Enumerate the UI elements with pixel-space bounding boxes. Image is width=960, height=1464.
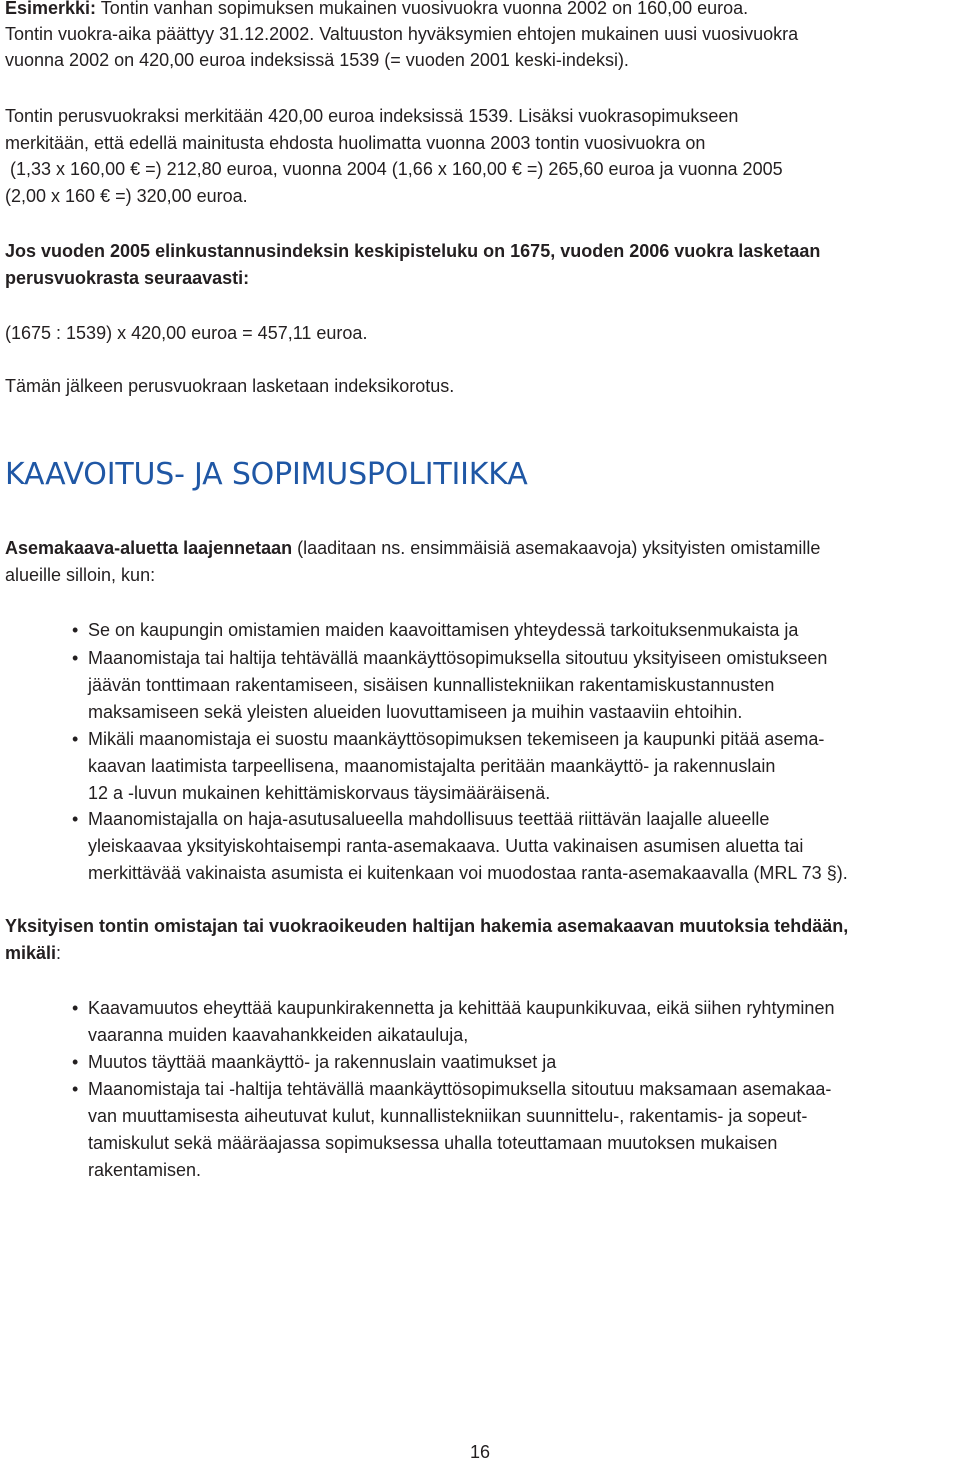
after-formula-line: Tämän jälkeen perusvuokraan lasketaan indeksikorotus.	[5, 376, 455, 396]
paragraph-line: (1,33 x 160,00 € =) 212,80 euroa, vuonna 2004 (1,66 x 160,00 € =) 265,60 euroa ja vuonna 2005	[10, 159, 783, 180]
section-heading: KAAVOITUS- JA SOPIMUSPOLITIIKKA	[5, 457, 528, 492]
list-item-line: Kaavamuutos eheyttää kaupunkirakennetta ja kehittää kaupunkikuvaa, eikä siihen ryhtyminen	[88, 998, 835, 1018]
list-item-line: Maanomistaja tai -haltija tehtävällä maankäyttösopimuksella sitoutuu maksamaan asemakaa-	[88, 1079, 832, 1099]
list-item-line: 12 a -luvun mukainen kehittämiskorvaus täysimääräisenä.	[88, 783, 551, 803]
list-item-line: Maanomistajalla on haja-asutusalueella mahdollisuus teettää riittävän laajalle alueelle	[88, 809, 770, 829]
bullet-icon: •	[72, 809, 79, 829]
calculation-paragraph	[5, 103, 783, 209]
example-line: Tontin vuokra-aika päättyy 31.12.2002. Valtuuston hyväksymien ehtojen mukainen uusi vuosivuokra	[5, 24, 799, 44]
index-paragraph	[5, 238, 820, 291]
example-line: Esimerkki: Tontin vanhan sopimuksen mukainen vuosivuokra vuonna 2002 on 160,00 euroa.	[5, 0, 749, 18]
bullet-icon: •	[72, 998, 79, 1018]
bullet-icon: •	[72, 620, 79, 640]
example-paragraph	[5, 0, 798, 73]
example-label: Esimerkki:	[5, 0, 97, 18]
plan-changes-intro	[5, 913, 848, 967]
paragraph-line: perusvuokrasta seuraavasti:	[5, 267, 250, 288]
list-item-line: maksamiseen sekä yleisten alueiden luovuttamiseen ja muihin vastaaviin ehtoihin.	[88, 702, 743, 722]
list-item-line: Mikäli maanomistaja ei suostu maankäyttösopimuksen tekemiseen ja kaupunki pitää asema-	[88, 729, 825, 749]
list-item-line: van muuttamisesta aiheutuvat kulut, kunnallistekniikan suunnittelu-, rakentamis- ja sopeut-	[88, 1106, 808, 1126]
list-item-line: tamiskulut sekä määräajassa sopimuksessa uhalla toteuttamaan muutoksen mukaisen	[88, 1133, 778, 1153]
paragraph-line: (2,00 x 160 € =) 320,00 euroa.	[5, 185, 248, 206]
list-item-line: jäävän tonttimaan rakentamiseen, sisäisen kunnallistekniikan rakentamiskustannusten	[88, 675, 775, 695]
bullet-icon: •	[72, 1052, 79, 1072]
bullet-icon: •	[72, 648, 79, 668]
paragraph-line: merkitään, että edellä mainitusta ehdosta huolimatta vuonna 2003 tontin vuosivuokra on	[5, 132, 706, 153]
example-line: vuonna 2002 on 420,00 euroa indeksissä 1539 (= vuoden 2001 keski-indeksi).	[5, 50, 629, 70]
list-item-line: Maanomistaja tai haltija tehtävällä maankäyttösopimuksella sitoutuu yksityiseen omistukseen	[88, 648, 828, 668]
formula-line: (1675 : 1539) x 420,00 euroa = 457,11 euroa.	[5, 323, 368, 343]
list-item-line: rakentamisen.	[88, 1160, 202, 1180]
plan-changes-intro-line: Yksityisen tontin omistajan tai vuokraoikeuden haltijan hakemia asemakaavan muutoksia tehdään,	[5, 916, 849, 936]
plan-changes-intro-line: mikäli:	[5, 943, 62, 963]
list-item-line: vaaranna muiden kaavahankkeiden aikatauluja,	[88, 1025, 469, 1045]
zoning-intro-bold: Asemakaava-aluetta laajennetaan	[5, 538, 293, 558]
bullet-icon: •	[72, 1079, 79, 1099]
page-number: 16	[469, 1442, 491, 1462]
zoning-intro	[5, 535, 820, 589]
list-item-line: merkittävää vakinaista asumista ei kuitenkaan voi muodostaa ranta-asemakaavalla (MRL 73 §).	[88, 863, 848, 883]
list-item-line: Se on kaupungin omistamien maiden kaavoittamisen yhteydessä tarkoituksenmukaista ja	[88, 620, 799, 640]
list-item-line: Muutos täyttää maankäyttö- ja rakennuslain vaatimukset ja	[88, 1052, 557, 1072]
bullet-icon: •	[72, 729, 79, 749]
list-item-line: yleiskaavaa yksityiskohtaisempi ranta-asemakaava. Uutta vakinaisen asumisen aluetta tai	[88, 836, 804, 856]
paragraph-line: Jos vuoden 2005 elinkustannusindeksin keskipisteluku on 1675, vuoden 2006 vuokra lasketaan	[5, 241, 821, 261]
zoning-intro-line: Asemakaava-aluetta laajennetaan (laaditaan ns. ensimmäisiä asemakaavoja) yksityisten omistamille	[5, 538, 821, 558]
zoning-intro-line: alueille silloin, kun:	[5, 565, 156, 585]
list-item-line: kaavan laatimista tarpeellisena, maanomistajalta peritään maankäyttö- ja rakennuslain	[88, 756, 776, 776]
paragraph-line: Tontin perusvuokraksi merkitään 420,00 euroa indeksissä 1539. Lisäksi vuokrasopimukseen	[5, 106, 739, 126]
